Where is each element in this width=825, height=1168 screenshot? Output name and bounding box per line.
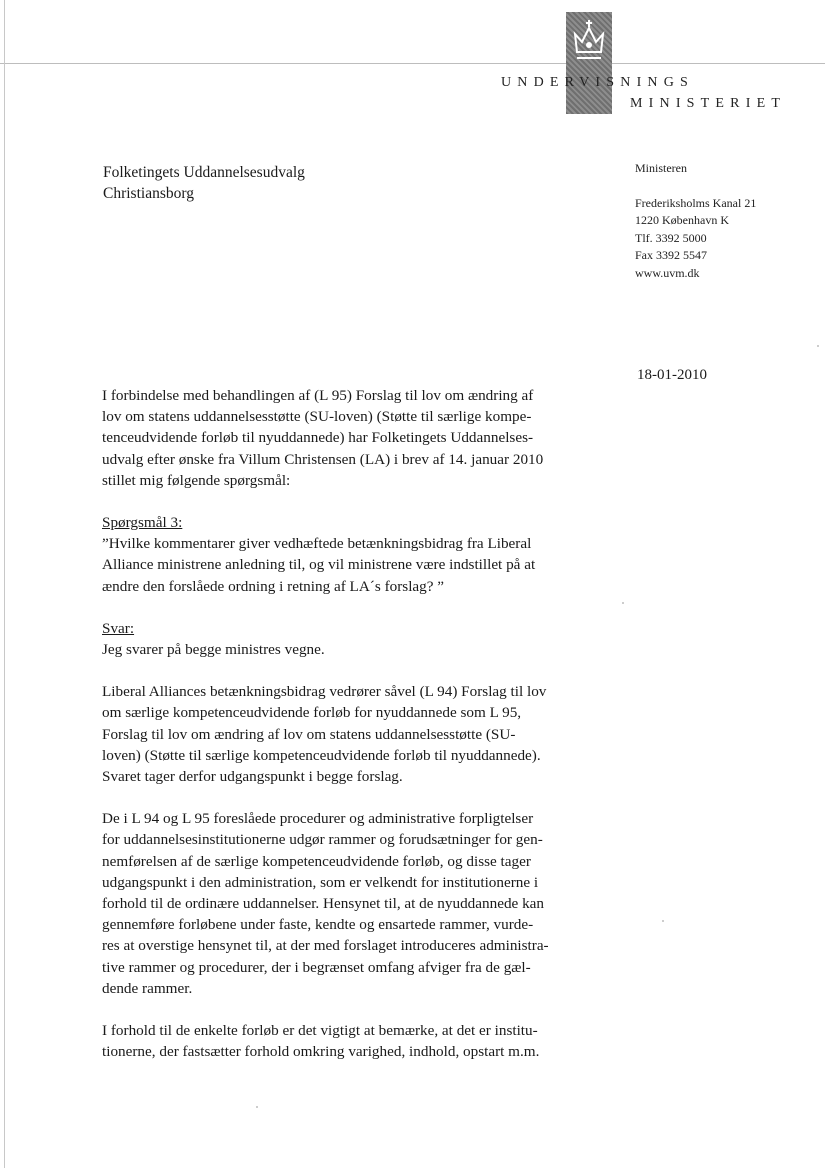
question-heading: Spørgsmål 3:: [102, 514, 183, 532]
logo-text-line2: MINISTERIET: [630, 96, 787, 111]
paragraph-2: [102, 808, 580, 999]
scan-edge-line: [0, 63, 825, 64]
sender-fax: Fax 3392 5547: [635, 248, 707, 262]
text-line: Svaret tager derfor udgangspunkt i begge forslag.: [102, 768, 403, 786]
letter-date: 18-01-2010: [637, 367, 707, 383]
text-line: dende rammer.: [102, 979, 193, 997]
sender-address-line: Frederiksholms Kanal 21: [635, 195, 757, 210]
scan-speck: [622, 602, 624, 604]
text-line: tionerne, der fastsætter forhold omkring varighed, indhold, opstart m.m.: [102, 1043, 540, 1061]
letter-body: [102, 385, 580, 1062]
text-line: stillet mig følgende spørgsmål:: [102, 471, 291, 489]
recipient-line: Christiansborg: [103, 185, 194, 202]
paragraph-1: [102, 681, 580, 787]
text-line: tenceudvidende forløb til nyuddannede) har Folketingets Uddannelses-: [102, 429, 534, 447]
text-line: Alliance ministrene anledning til, og vil ministrene være indstillet på at: [102, 556, 536, 574]
answer-intro: Jeg svarer på begge ministres vegne.: [102, 641, 325, 659]
paragraph-3: [102, 1020, 580, 1062]
text-line: udgangspunkt i den administration, som er velkendt for institutionerne i: [102, 873, 539, 891]
recipient-line: Folketingets Uddannelsesudvalg: [103, 164, 305, 181]
text-line: forhold til de ordinære uddannelser. Hensynet til, at de nyuddannede kan: [102, 895, 545, 913]
answer-heading: Svar:: [102, 619, 135, 637]
scan-speck: [817, 345, 819, 347]
text-line: I forbindelse med behandlingen af (L 95) Forslag til lov om ændring af: [102, 387, 534, 404]
royal-crown-logo: [566, 12, 612, 114]
text-line: gennemføre forløbene under faste, kendte og ensartede rammer, vurde-: [102, 916, 534, 934]
text-line: ændre den forslåede ordning i retning af LA´s forslag? ”: [102, 577, 445, 595]
text-line: for uddannelsesinstitutionerne udgør rammer og forudsætninger for gen-: [102, 831, 543, 849]
scan-speck: [662, 920, 664, 922]
text-line: loven) (Støtte til særlige kompetenceudvidende forløb til nyuddannede).: [102, 746, 541, 764]
text-line: om særlige kompetenceudvidende forløb for nyuddannede som L 95,: [102, 704, 522, 722]
sender-website: www.uvm.dk: [635, 265, 700, 280]
text-line: tive rammer og procedurer, der i begrænset omfang afviger fra de gæl-: [102, 958, 531, 976]
text-line: nemførelsen af de særlige kompetenceudvidende forløb, og disse tager: [102, 852, 531, 870]
sender-phone: Tlf. 3392 5000: [635, 230, 707, 245]
intro-paragraph: [102, 385, 580, 491]
sender-address-line: 1220 København K: [635, 213, 729, 227]
recipient-address: [103, 162, 305, 204]
sender-block: [635, 160, 756, 282]
text-line: ”Hvilke kommentarer giver vedhæftede betænkningsbidrag fra Liberal: [102, 535, 532, 553]
sender-title: Ministeren: [635, 161, 687, 175]
crown-icon: [571, 18, 607, 68]
scan-speck: [256, 1106, 258, 1108]
text-line: De i L 94 og L 95 foreslåede procedurer og administrative forpligtelser: [102, 810, 534, 828]
text-line: Liberal Alliances betænkningsbidrag vedrører såvel (L 94) Forslag til lov: [102, 683, 547, 701]
text-line: lov om statens uddannelsesstøtte (SU-loven) (Støtte til særlige kompe-: [102, 408, 532, 426]
text-line: Forslag til lov om ændring af lov om statens uddannelsesstøtte (SU-: [102, 725, 516, 743]
logo-text-line1: UNDERVISNINGS: [501, 75, 695, 90]
scan-margin-line: [4, 0, 5, 1168]
question-text: [102, 533, 580, 597]
text-line: res at overstige hensynet til, at der med forslaget introduceres administra-: [102, 937, 549, 955]
text-line: udvalg efter ønske fra Villum Christensen (LA) i brev af 14. januar 2010: [102, 450, 544, 468]
text-line: I forhold til de enkelte forløb er det vigtigt at bemærke, at det er institu-: [102, 1022, 538, 1040]
